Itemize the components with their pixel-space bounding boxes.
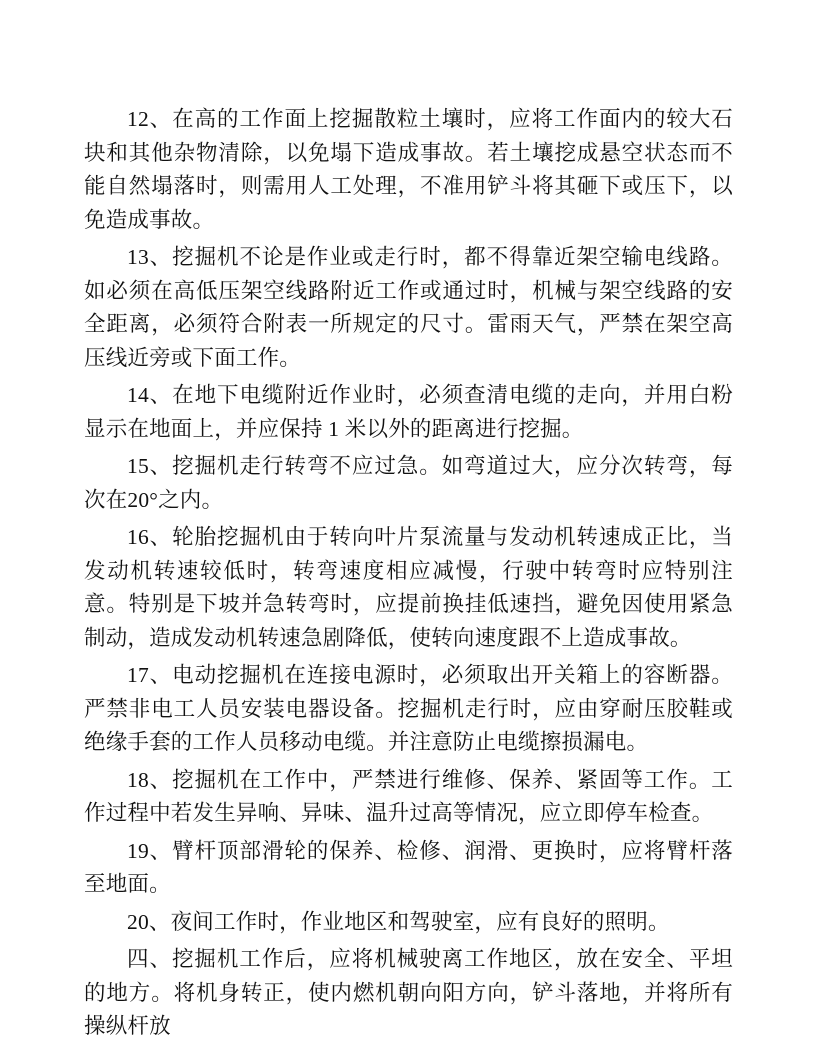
paragraph-item-17: 17、电动挖掘机在连接电源时，必须取出开关箱上的容断器。严禁非电工人员安装电器设备。挖掘机走行时，应由穿耐压胶鞋或绝缘手套的工作人员移动电缆。并注意防止电缆擦损漏电。 xyxy=(84,663,733,754)
document-body xyxy=(84,103,733,1044)
paragraph-item-19: 19、臂杆顶部滑轮的保养、检修、润滑、更换时，应将臂杆落至地面。 xyxy=(84,838,733,896)
paragraph-item-15: 15、挖掘机走行转弯不应过急。如弯道过大，应分次转弯，每次在20°之内。 xyxy=(84,454,733,512)
paragraph-item-14: 14、在地下电缆附近作业时，必须查清电缆的走向，并用白粉显示在地面上，并应保持 1 米以外的距离进行挖掘。 xyxy=(84,383,733,441)
paragraph-item-20: 20、夜间工作时，作业地区和驾驶室，应有良好的照明。 xyxy=(127,909,670,934)
paragraph-item-12: 12、在高的工作面上挖掘散粒土壤时，应将工作面内的较大石块和其他杂物清除，以免塌下造成事故。若土壤挖成悬空状态而不能自然塌落时，则需用人工处理，不准用铲斗将其砸下或压下，以免造成事故。 xyxy=(84,107,733,232)
paragraph-item-13: 13、挖掘机不论是作业或走行时，都不得靠近架空输电线路。如必须在高低压架空线路附近工作或通过时，机械与架空线路的安全距离，必须符合附表一所规定的尺寸。雷雨天气，严禁在架空高压线近旁或下面工作。 xyxy=(84,245,733,370)
paragraph-item-16: 16、轮胎挖掘机由于转向叶片泵流量与发动机转速成正比，当发动机转速较低时，转弯速度相应减慢，行驶中转弯时应特别注意。特别是下坡并急转弯时，应提前换挂低速挡，避免因使用紧急制动，造成发动机转速急剧降低，使转向速度跟不上造成事故。 xyxy=(84,525,733,650)
paragraph-item-18: 18、挖掘机在工作中，严禁进行维修、保养、紧固等工作。工作过程中若发生异响、异味、温升过高等情况，应立即停车检查。 xyxy=(84,767,733,825)
paragraph-item-section-4: 四、挖掘机工作后，应将机械驶离工作地区，放在安全、平坦的地方。将机身转正，使内燃机朝向阳方向，铲斗落地，并将所有操纵杆放 xyxy=(84,947,733,1038)
